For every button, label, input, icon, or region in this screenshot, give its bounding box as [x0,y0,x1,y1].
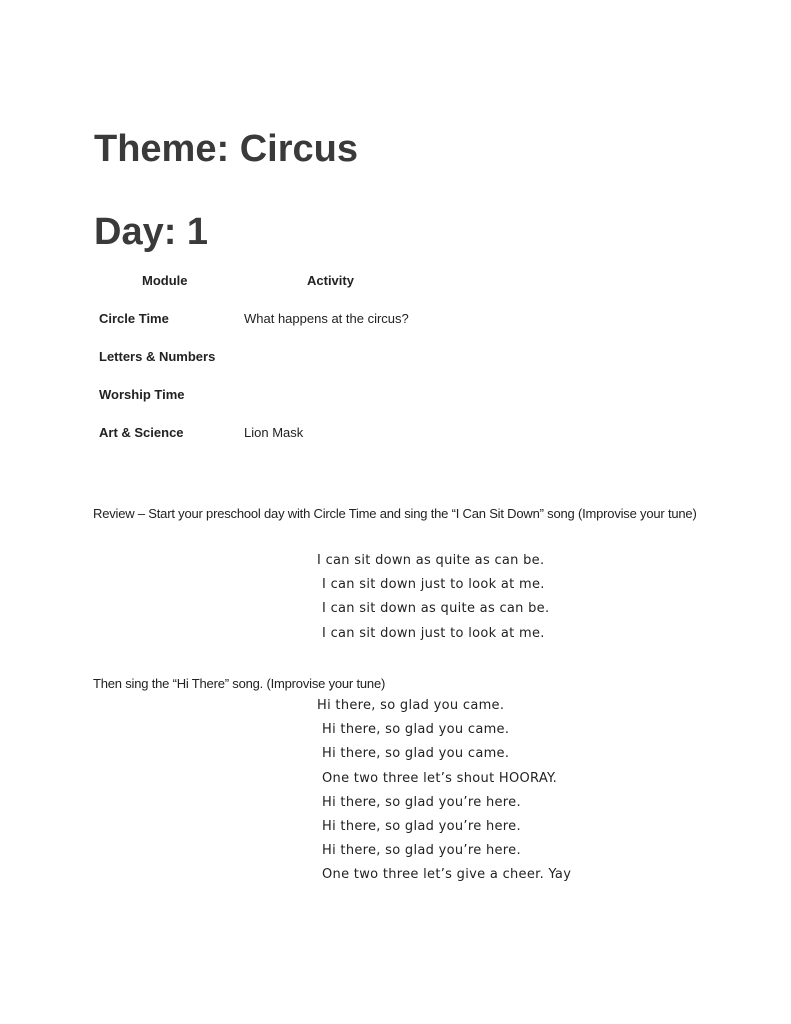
lyric-line: Hi there, so glad you’re here. [322,819,521,835]
header-module: Module [142,273,188,288]
header-activity: Activity [307,273,354,288]
lyric-line: Hi there, so glad you’re here. [322,843,521,859]
lyric-line: I can sit down as quite as can be. [322,601,550,617]
lyric-line: Hi there, so glad you’re here. [322,794,521,810]
module-cell: Worship Time [99,387,185,402]
hi-there-intro: Then sing the “Hi There” song. (Improvise your tune) [93,676,386,691]
module-cell: Circle Time [99,311,169,326]
lyric-line: One two three let’s shout HOORAY. [322,770,558,786]
hi-there-song-lyrics [317,694,572,888]
lyric-line: I can sit down as quite as can be. [317,553,545,568]
review-intro: Review – Start your preschool day with Circle Time and sing the “I Can Sit Down” song (Improvise your tune) [93,506,697,521]
module-cell: Letters & Numbers [99,349,216,364]
lyric-line: Hi there, so glad you came. [322,746,510,762]
module-cell: Art & Science [99,425,184,440]
lyric-line: I can sit down just to look at me. [322,625,545,641]
activity-cell: What happens at the circus? [244,311,409,326]
lyric-line: One two three let’s give a cheer. Yay [322,867,572,883]
sit-down-song-lyrics [317,549,550,646]
day-title: Day: 1 [94,211,209,253]
lyric-line: Hi there, so glad you came. [317,698,505,713]
theme-title: Theme: Circus [94,128,358,170]
lyric-line: Hi there, so glad you came. [322,722,510,738]
activity-cell: Lion Mask [244,425,304,440]
lyric-line: I can sit down just to look at me. [322,577,545,593]
